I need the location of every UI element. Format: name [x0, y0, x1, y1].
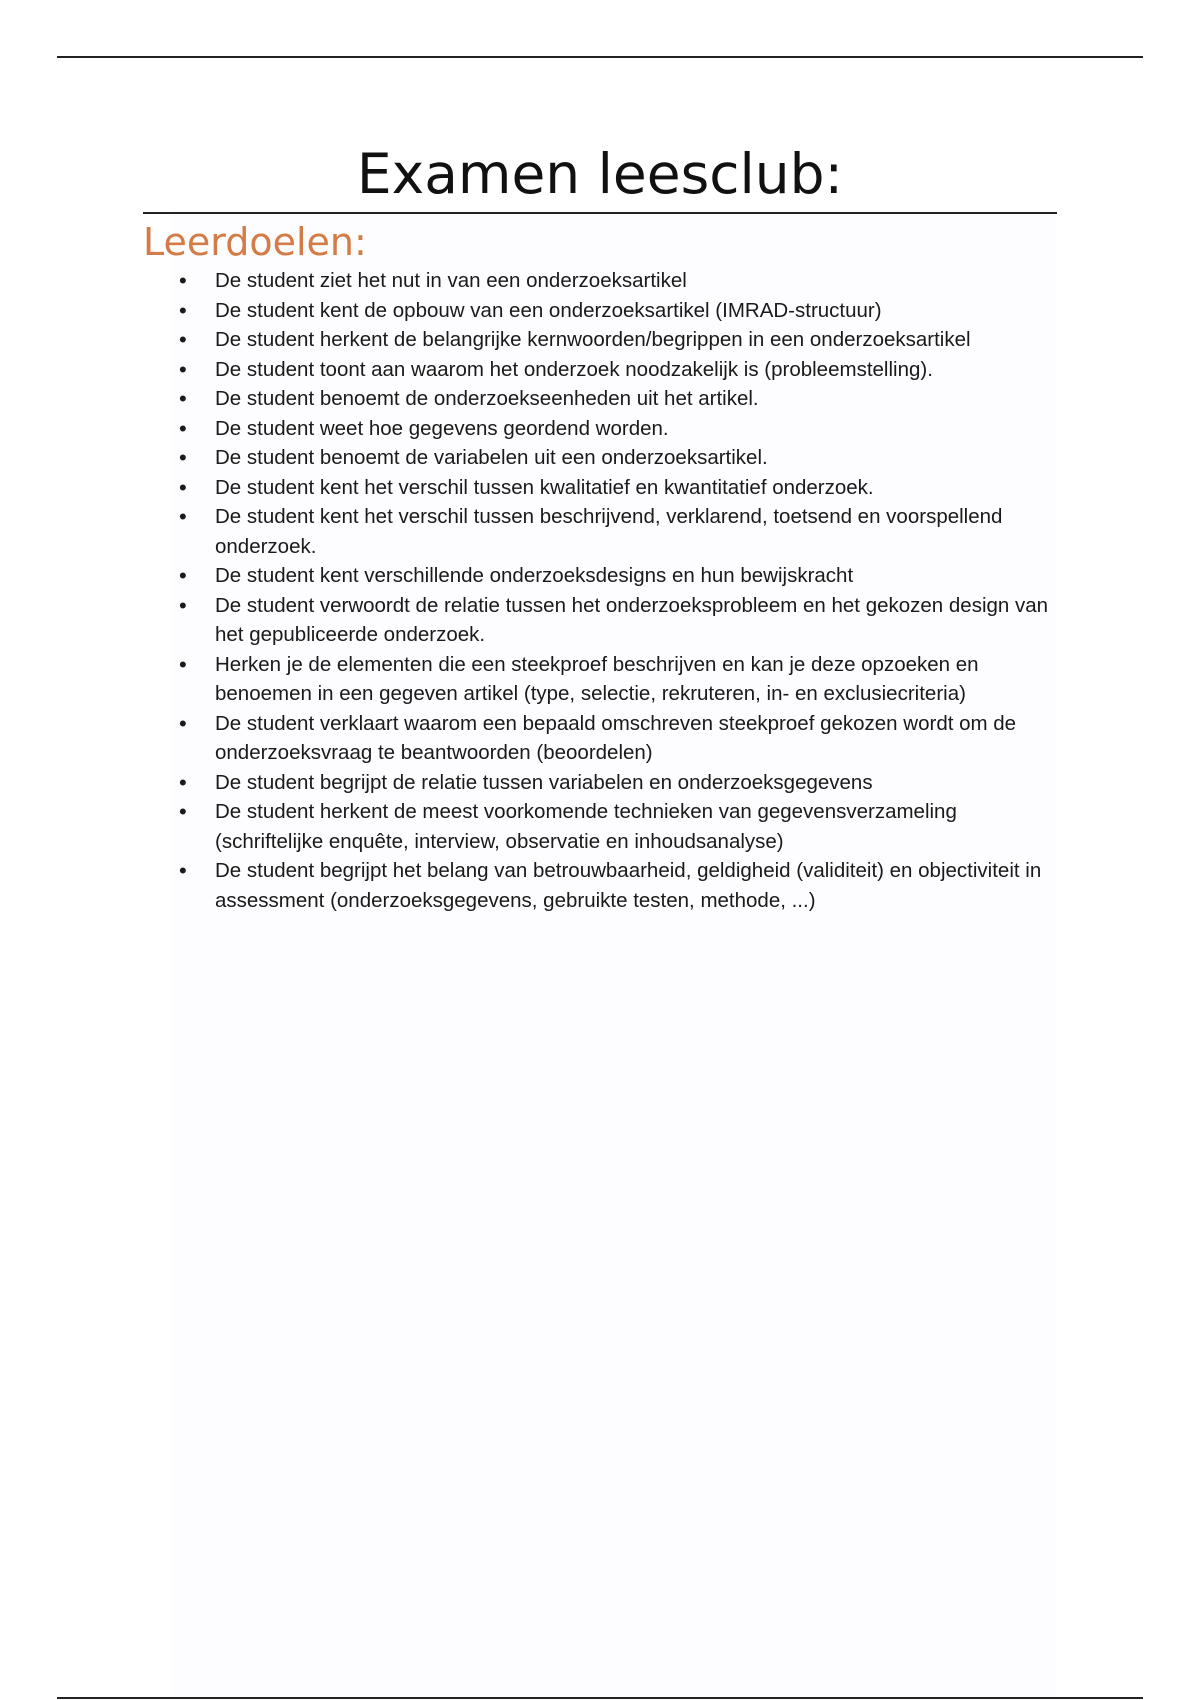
bullet-icon: • [179, 710, 187, 736]
list-item [179, 266, 1057, 296]
header-rule [57, 56, 1143, 58]
list-item-text: De student toont aan waarom het onderzoek noodzakelijk is (probleemstelling). [215, 357, 933, 381]
list-item-text: De student herkent de meest voorkomende technieken van gegevensverzameling (schriftelijke enquête, interview, observatie en inhoudsanalyse) [215, 800, 957, 853]
bullet-icon: • [179, 799, 187, 824]
list-item [179, 797, 1057, 856]
list-item [179, 768, 1057, 798]
list-item-text: De student ziet het nut in van een onderzoeksartikel [215, 269, 687, 292]
list-item-text: De student begrijpt het belang van betrouwbaarheid, geldigheid (validiteit) en objectiviteit in assessment (onderzoeksgegevens, gebruikte testen, methode, ...) [215, 859, 1042, 912]
list-item [179, 591, 1057, 650]
section-heading-leerdoelen: Leerdoelen: [143, 220, 367, 264]
list-item [179, 384, 1057, 414]
objectives-list [143, 266, 1057, 915]
bullet-icon: • [179, 592, 187, 618]
bullet-icon: • [179, 474, 187, 500]
bullet-icon: • [179, 504, 187, 529]
list-item-text: Herken je de elementen die een steekproef beschrijven en kan je deze opzoeken en benoemen in een gegeven artikel (type, selectie, rekruteren, in- en exclusiecriteria) [215, 652, 979, 705]
list-item [179, 650, 1057, 709]
list-item-text: De student kent verschillende onderzoeksdesigns en hun bewijskracht [215, 564, 854, 587]
list-item [179, 561, 1057, 591]
bullet-icon: • [179, 769, 187, 795]
bullet-icon: • [179, 858, 187, 883]
bullet-icon: • [179, 327, 187, 352]
footer-rule [57, 1697, 1143, 1699]
list-item-text: De student benoemt de onderzoekseenheden uit het artikel. [215, 387, 759, 410]
bullet-icon: • [179, 445, 187, 470]
bullet-icon: • [179, 268, 187, 293]
bullet-icon: • [179, 651, 187, 677]
list-item [179, 473, 1057, 503]
bullet-icon: • [179, 356, 187, 382]
list-item-text: De student kent het verschil tussen beschrijvend, verklarend, toetsend en voorspellend onderzoek. [215, 505, 1003, 558]
list-item [179, 414, 1057, 444]
list-item [179, 502, 1057, 561]
document-body [143, 140, 1057, 915]
page-title: Examen leesclub: [143, 140, 1057, 214]
bullet-icon: • [179, 386, 187, 411]
list-item-text: De student kent de opbouw van een onderzoeksartikel (IMRAD-structuur) [215, 298, 882, 322]
bullet-icon: • [179, 415, 187, 441]
list-item-text: De student weet hoe gegevens geordend worden. [215, 416, 669, 440]
list-item-text: De student benoemt de variabelen uit een onderzoeksartikel. [215, 446, 768, 469]
list-item-text: De student herkent de belangrijke kernwoorden/begrippen in een onderzoeksartikel [215, 328, 971, 351]
bullet-icon: • [179, 297, 187, 323]
list-item [179, 443, 1057, 473]
list-item [179, 325, 1057, 355]
list-item [179, 709, 1057, 768]
list-item-text: De student verwoordt de relatie tussen het onderzoeksprobleem en het gekozen design van het gepubliceerde onderzoek. [215, 593, 1049, 646]
list-item-text: De student verklaart waarom een bepaald omschreven steekproef gekozen wordt om de onderzoeksvraag te beantwoorden (beoordelen) [215, 711, 1017, 764]
list-item [179, 296, 1057, 326]
list-item-text: De student begrijpt de relatie tussen variabelen en onderzoeksgegevens [215, 770, 873, 794]
list-item-text: De student kent het verschil tussen kwalitatief en kwantitatief onderzoek. [215, 475, 874, 499]
list-item [179, 355, 1057, 385]
list-item [179, 856, 1057, 915]
bullet-icon: • [179, 563, 187, 588]
